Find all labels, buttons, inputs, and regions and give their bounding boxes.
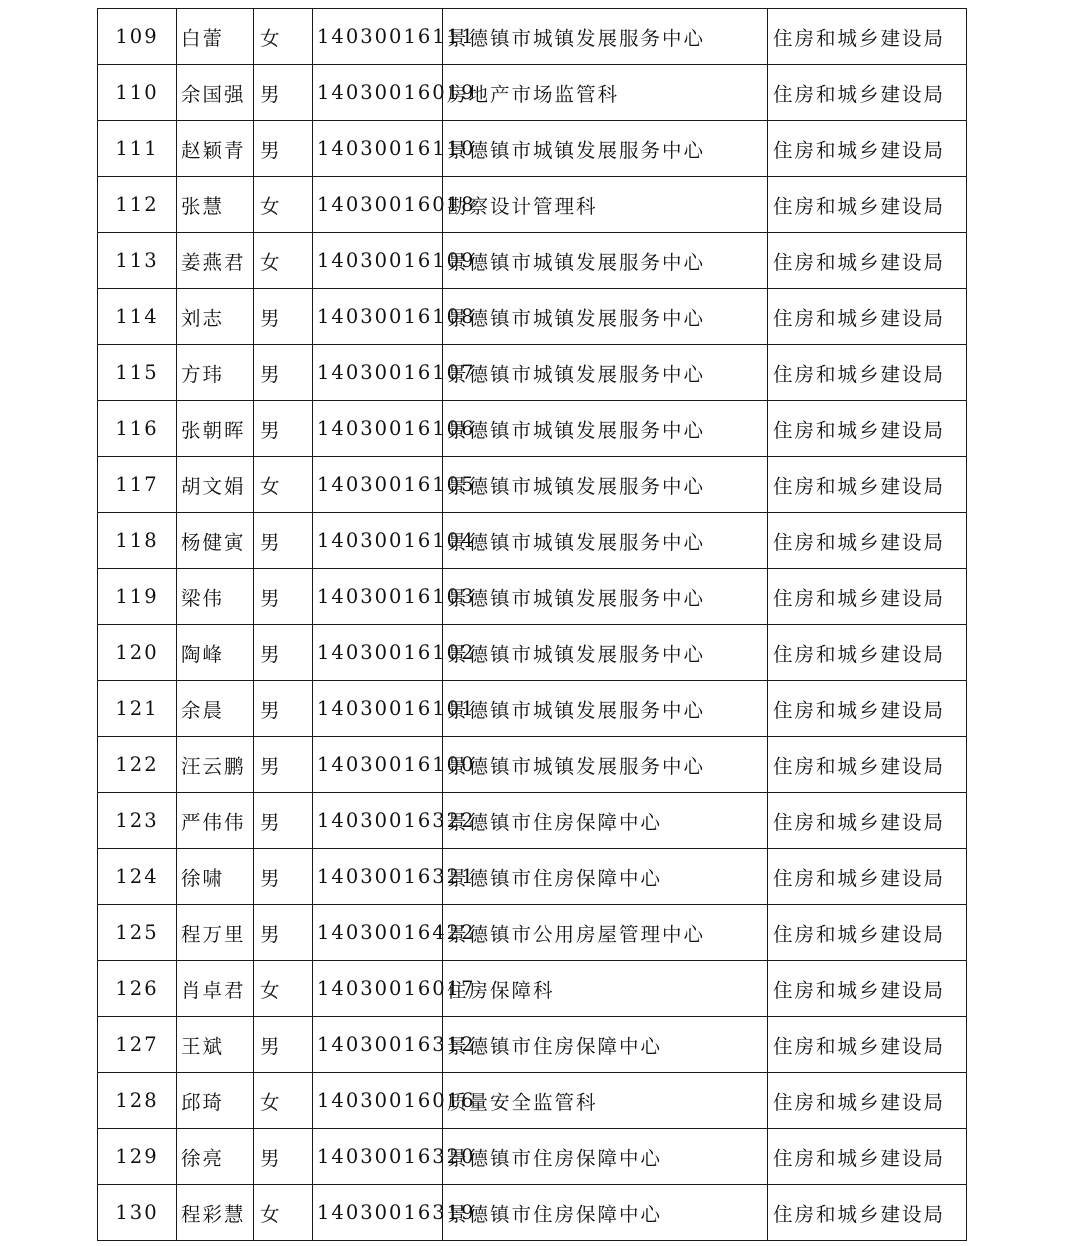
exam-id-cell: 14030016320 — [313, 1129, 443, 1185]
row-number-cell: 121 — [98, 681, 177, 737]
exam-id-cell: 14030016100 — [313, 737, 443, 793]
department-cell: 住房和城乡建设局 — [768, 345, 967, 401]
person-name-cell: 严伟伟 — [177, 793, 254, 849]
person-name-cell: 王斌 — [177, 1017, 254, 1073]
department-cell: 住房和城乡建设局 — [768, 1129, 967, 1185]
department-cell: 住房和城乡建设局 — [768, 625, 967, 681]
gender-cell: 女 — [254, 9, 313, 65]
position-unit-cell: 景德镇市城镇发展服务中心 — [443, 457, 768, 513]
department-cell: 住房和城乡建设局 — [768, 793, 967, 849]
exam-id-cell: 14030016321 — [313, 849, 443, 905]
row-number-cell: 125 — [98, 905, 177, 961]
table-row — [98, 401, 967, 457]
department-cell: 住房和城乡建设局 — [768, 1017, 967, 1073]
gender-cell: 男 — [254, 569, 313, 625]
exam-id-cell: 14030016018 — [313, 177, 443, 233]
department-cell: 住房和城乡建设局 — [768, 1073, 967, 1129]
row-number-cell: 126 — [98, 961, 177, 1017]
table-row — [98, 289, 967, 345]
table-row — [98, 1073, 967, 1129]
row-number-cell: 124 — [98, 849, 177, 905]
roster-table — [97, 8, 967, 1241]
row-number-cell: 130 — [98, 1185, 177, 1241]
position-unit-cell: 景德镇市城镇发展服务中心 — [443, 737, 768, 793]
position-unit-cell: 质量安全监管科 — [443, 1073, 768, 1129]
person-name-cell: 刘志 — [177, 289, 254, 345]
position-unit-cell: 景德镇市城镇发展服务中心 — [443, 401, 768, 457]
gender-cell: 男 — [254, 65, 313, 121]
person-name-cell: 白蕾 — [177, 9, 254, 65]
position-unit-cell: 景德镇市公用房屋管理中心 — [443, 905, 768, 961]
exam-id-cell: 14030016108 — [313, 289, 443, 345]
exam-id-cell: 14030016104 — [313, 513, 443, 569]
table-row — [98, 1185, 967, 1241]
table-row — [98, 625, 967, 681]
person-name-cell: 程万里 — [177, 905, 254, 961]
position-unit-cell: 景德镇市城镇发展服务中心 — [443, 345, 768, 401]
exam-id-cell: 14030016106 — [313, 401, 443, 457]
table-row — [98, 849, 967, 905]
table-row — [98, 121, 967, 177]
row-number-cell: 115 — [98, 345, 177, 401]
exam-id-cell: 14030016101 — [313, 681, 443, 737]
person-name-cell: 杨健寅 — [177, 513, 254, 569]
row-number-cell: 111 — [98, 121, 177, 177]
position-unit-cell: 景德镇市住房保障中心 — [443, 849, 768, 905]
exam-id-cell: 14030016422 — [313, 905, 443, 961]
position-unit-cell: 景德镇市住房保障中心 — [443, 1017, 768, 1073]
table-row — [98, 177, 967, 233]
row-number-cell: 123 — [98, 793, 177, 849]
row-number-cell: 117 — [98, 457, 177, 513]
exam-id-cell: 14030016016 — [313, 1073, 443, 1129]
table-row — [98, 1017, 967, 1073]
exam-id-cell: 14030016019 — [313, 65, 443, 121]
person-name-cell: 赵颖青 — [177, 121, 254, 177]
person-name-cell: 张慧 — [177, 177, 254, 233]
department-cell: 住房和城乡建设局 — [768, 849, 967, 905]
table-row — [98, 65, 967, 121]
table-row — [98, 681, 967, 737]
exam-id-cell: 14030016110 — [313, 121, 443, 177]
exam-id-cell: 14030016103 — [313, 569, 443, 625]
exam-id-cell: 14030016109 — [313, 233, 443, 289]
row-number-cell: 110 — [98, 65, 177, 121]
department-cell: 住房和城乡建设局 — [768, 681, 967, 737]
position-unit-cell: 景德镇市城镇发展服务中心 — [443, 233, 768, 289]
department-cell: 住房和城乡建设局 — [768, 9, 967, 65]
person-name-cell: 梁伟 — [177, 569, 254, 625]
position-unit-cell: 景德镇市城镇发展服务中心 — [443, 121, 768, 177]
person-name-cell: 张朝晖 — [177, 401, 254, 457]
table-row — [98, 737, 967, 793]
table-row — [98, 569, 967, 625]
department-cell: 住房和城乡建设局 — [768, 961, 967, 1017]
table-row — [98, 1129, 967, 1185]
row-number-cell: 120 — [98, 625, 177, 681]
person-name-cell: 邱琦 — [177, 1073, 254, 1129]
department-cell: 住房和城乡建设局 — [768, 457, 967, 513]
position-unit-cell: 景德镇市住房保障中心 — [443, 793, 768, 849]
gender-cell: 男 — [254, 681, 313, 737]
exam-id-cell: 14030016102 — [313, 625, 443, 681]
gender-cell: 男 — [254, 849, 313, 905]
person-name-cell: 程彩慧 — [177, 1185, 254, 1241]
department-cell: 住房和城乡建设局 — [768, 65, 967, 121]
exam-id-cell: 14030016322 — [313, 793, 443, 849]
gender-cell: 男 — [254, 121, 313, 177]
person-name-cell: 汪云鹏 — [177, 737, 254, 793]
table-row — [98, 905, 967, 961]
row-number-cell: 112 — [98, 177, 177, 233]
gender-cell: 女 — [254, 457, 313, 513]
gender-cell: 男 — [254, 1129, 313, 1185]
position-unit-cell: 景德镇市城镇发展服务中心 — [443, 289, 768, 345]
row-number-cell: 114 — [98, 289, 177, 345]
table-row — [98, 961, 967, 1017]
row-number-cell: 116 — [98, 401, 177, 457]
gender-cell: 男 — [254, 905, 313, 961]
position-unit-cell: 景德镇市城镇发展服务中心 — [443, 513, 768, 569]
position-unit-cell: 景德镇市城镇发展服务中心 — [443, 569, 768, 625]
table-row — [98, 9, 967, 65]
department-cell: 住房和城乡建设局 — [768, 289, 967, 345]
person-name-cell: 徐亮 — [177, 1129, 254, 1185]
department-cell: 住房和城乡建设局 — [768, 513, 967, 569]
row-number-cell: 119 — [98, 569, 177, 625]
exam-id-cell: 14030016107 — [313, 345, 443, 401]
row-number-cell: 113 — [98, 233, 177, 289]
position-unit-cell: 景德镇市城镇发展服务中心 — [443, 681, 768, 737]
table-row — [98, 513, 967, 569]
department-cell: 住房和城乡建设局 — [768, 233, 967, 289]
row-number-cell: 129 — [98, 1129, 177, 1185]
roster-body — [98, 9, 967, 1241]
exam-id-cell: 14030016312 — [313, 1017, 443, 1073]
exam-id-cell: 14030016017 — [313, 961, 443, 1017]
gender-cell: 女 — [254, 177, 313, 233]
person-name-cell: 余晨 — [177, 681, 254, 737]
exam-id-cell: 14030016111 — [313, 9, 443, 65]
position-unit-cell: 景德镇市住房保障中心 — [443, 1129, 768, 1185]
person-name-cell: 胡文娟 — [177, 457, 254, 513]
position-unit-cell: 景德镇市城镇发展服务中心 — [443, 9, 768, 65]
position-unit-cell: 房地产市场监管科 — [443, 65, 768, 121]
person-name-cell: 余国强 — [177, 65, 254, 121]
gender-cell: 女 — [254, 1073, 313, 1129]
gender-cell: 女 — [254, 961, 313, 1017]
gender-cell: 男 — [254, 625, 313, 681]
gender-cell: 男 — [254, 289, 313, 345]
department-cell: 住房和城乡建设局 — [768, 737, 967, 793]
department-cell: 住房和城乡建设局 — [768, 121, 967, 177]
position-unit-cell: 勘察设计管理科 — [443, 177, 768, 233]
row-number-cell: 128 — [98, 1073, 177, 1129]
exam-id-cell: 14030016105 — [313, 457, 443, 513]
table-row — [98, 457, 967, 513]
person-name-cell: 肖卓君 — [177, 961, 254, 1017]
row-number-cell: 122 — [98, 737, 177, 793]
gender-cell: 男 — [254, 513, 313, 569]
position-unit-cell: 景德镇市城镇发展服务中心 — [443, 625, 768, 681]
gender-cell: 男 — [254, 401, 313, 457]
person-name-cell: 徐啸 — [177, 849, 254, 905]
department-cell: 住房和城乡建设局 — [768, 401, 967, 457]
table-row — [98, 345, 967, 401]
row-number-cell: 127 — [98, 1017, 177, 1073]
gender-cell: 男 — [254, 793, 313, 849]
gender-cell: 男 — [254, 345, 313, 401]
table-row — [98, 233, 967, 289]
row-number-cell: 109 — [98, 9, 177, 65]
exam-id-cell: 14030016319 — [313, 1185, 443, 1241]
gender-cell: 女 — [254, 1185, 313, 1241]
person-name-cell: 陶峰 — [177, 625, 254, 681]
row-number-cell: 118 — [98, 513, 177, 569]
gender-cell: 男 — [254, 1017, 313, 1073]
gender-cell: 女 — [254, 233, 313, 289]
department-cell: 住房和城乡建设局 — [768, 905, 967, 961]
position-unit-cell: 住房保障科 — [443, 961, 768, 1017]
department-cell: 住房和城乡建设局 — [768, 569, 967, 625]
person-name-cell: 方玮 — [177, 345, 254, 401]
person-name-cell: 姜燕君 — [177, 233, 254, 289]
department-cell: 住房和城乡建设局 — [768, 1185, 967, 1241]
position-unit-cell: 景德镇市住房保障中心 — [443, 1185, 768, 1241]
gender-cell: 男 — [254, 737, 313, 793]
table-row — [98, 793, 967, 849]
department-cell: 住房和城乡建设局 — [768, 177, 967, 233]
